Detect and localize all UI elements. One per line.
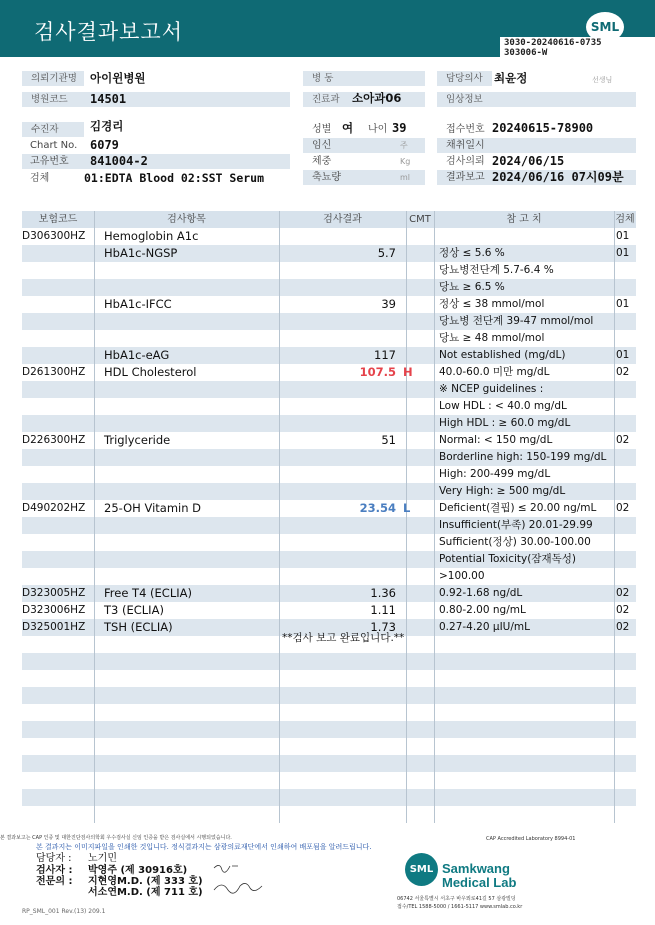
specimen-label: 검체 bbox=[30, 173, 50, 184]
cell-specimen: 01 bbox=[616, 247, 630, 259]
cell-test-name: Hemoglobin A1c bbox=[104, 229, 199, 243]
table-row bbox=[22, 772, 636, 789]
cell-test-name: 25-OH Vitamin D bbox=[104, 501, 202, 515]
weight-unit: Kg bbox=[400, 157, 411, 166]
dept-value: 소아과06 bbox=[352, 91, 402, 105]
cell-reference: Potential Toxicity(잠재독성) bbox=[439, 553, 576, 565]
request-value: 2024/06/15 bbox=[492, 154, 565, 168]
examiner-name: 박영주 (제 30916호) bbox=[88, 865, 188, 876]
cell-reference: Low HDL : < 40.0 mg/dL bbox=[439, 400, 567, 412]
weight-label: 체중 bbox=[312, 156, 332, 167]
table-row bbox=[22, 279, 636, 296]
sex-value: 여 bbox=[342, 121, 354, 135]
table-row bbox=[22, 806, 636, 823]
report-id-2: 303006-W bbox=[504, 48, 548, 58]
col-header-reference: 참 고 치 bbox=[434, 211, 614, 228]
chart-label: Chart No. bbox=[30, 140, 78, 151]
cell-result: 23.54 bbox=[359, 501, 396, 515]
cell-reference: Deficient(결핍) ≤ 20.00 ng/mL bbox=[439, 502, 597, 514]
cell-reference: 0.80-2.00 ng/mL bbox=[439, 604, 526, 616]
cell-result: 39 bbox=[381, 297, 396, 311]
cell-specimen: 02 bbox=[616, 604, 630, 616]
company-contact: 접수/TEL 1588-5000 / 1661-5117 www.smlab.co.kr bbox=[397, 904, 523, 910]
cell-reference: 정상 ≤ 5.6 % bbox=[439, 247, 505, 259]
collect-label: 채취일시 bbox=[446, 140, 485, 151]
page-title: 검사결과보고서 bbox=[34, 20, 184, 44]
cell-reference: Sufficient(정상) 30.00-100.00 bbox=[439, 536, 591, 548]
cell-reference: High: 200-499 mg/dL bbox=[439, 468, 551, 480]
cell-specimen: 02 bbox=[616, 621, 630, 633]
cell-reference: High HDL : ≥ 60.0 mg/dL bbox=[439, 417, 571, 429]
cap-note: CAP Accredited Laboratory 8994-01 bbox=[486, 836, 576, 842]
id-label: 고유번호 bbox=[30, 156, 69, 167]
cell-reference: 0.27-4.20 µIU/mL bbox=[439, 621, 530, 633]
urine-label: 축뇨량 bbox=[312, 172, 341, 183]
specialist-1: 지현영M.D. (제 333 호) bbox=[88, 876, 203, 887]
cell-reference: 당뇨병전단계 5.7-6.4 % bbox=[439, 264, 554, 276]
table-row bbox=[22, 670, 636, 687]
cell-specimen: 01 bbox=[616, 230, 630, 242]
cell-result: 117 bbox=[374, 348, 396, 362]
cell-result: 1.36 bbox=[370, 586, 396, 600]
col-header-result: 검사결과 bbox=[279, 211, 406, 228]
form-id: RP_SML_001 Rev.(13) 209.1 bbox=[22, 908, 106, 915]
cell-reference: Very High: ≥ 500 mg/dL bbox=[439, 485, 566, 497]
institution-label: 의뢰기관명 bbox=[22, 71, 84, 86]
cell-reference: 당뇨병 전단계 39-47 mmol/mol bbox=[439, 315, 594, 327]
patient-label: 수진자 bbox=[22, 122, 84, 137]
col-header-specimen: 검체 bbox=[614, 211, 636, 228]
urine-unit: ml bbox=[400, 173, 411, 182]
table-row bbox=[22, 687, 636, 704]
age-value: 39 bbox=[392, 121, 407, 135]
table-row bbox=[22, 704, 636, 721]
receipt-label: 접수번호 bbox=[446, 124, 485, 135]
sml-footer-logo: SML bbox=[405, 853, 438, 886]
cell-insurance-code: D261300HZ bbox=[22, 366, 86, 378]
cell-insurance-code: D306300HZ bbox=[22, 230, 86, 242]
id-value: 841004-2 bbox=[90, 154, 148, 168]
receipt-value: 20240615-78900 bbox=[492, 121, 594, 135]
table-row bbox=[22, 789, 636, 806]
company-address: 06742 서울특별시 서초구 바우뫼로41길 57 삼광빌딩 bbox=[397, 896, 516, 902]
cell-test-name: HbA1c-IFCC bbox=[104, 297, 172, 311]
cell-reference: ※ NCEP guidelines : bbox=[439, 383, 544, 395]
sml-logo: SML bbox=[586, 12, 624, 42]
cell-reference: Not established (mg/dL) bbox=[439, 349, 566, 361]
chart-value: 6079 bbox=[90, 138, 119, 152]
institution-value: 아이윈병원 bbox=[90, 71, 146, 85]
examiner-label: 검사자 : bbox=[36, 865, 73, 876]
cell-specimen: 02 bbox=[616, 434, 630, 446]
column-divider bbox=[406, 211, 407, 823]
signatures bbox=[210, 860, 270, 900]
column-divider bbox=[614, 211, 615, 823]
hospital-code-value: 14501 bbox=[90, 92, 127, 106]
dept-label: 진료과 bbox=[303, 92, 348, 107]
cell-reference: Normal: < 150 mg/dL bbox=[439, 434, 553, 446]
report-label: 결과보고 bbox=[446, 172, 485, 183]
ward-label: 병 동 bbox=[303, 71, 425, 86]
manager-name: 노기민 bbox=[88, 853, 117, 864]
table-row bbox=[22, 653, 636, 670]
cell-result: 51 bbox=[381, 433, 396, 447]
col-header-code: 보험코드 bbox=[22, 211, 94, 228]
report-id-1: 3030-20240616-0735 bbox=[504, 38, 602, 48]
cell-reference: 40.0-60.0 미만 mg/dL bbox=[439, 366, 550, 378]
cell-reference: Borderline high: 150-199 mg/dL bbox=[439, 451, 607, 463]
cell-specimen: 01 bbox=[616, 298, 630, 310]
cell-insurance-code: D323005HZ bbox=[22, 587, 86, 599]
column-divider bbox=[434, 211, 435, 823]
cell-flag: H bbox=[403, 365, 413, 379]
hospital-code-label: 병원코드 bbox=[22, 92, 84, 107]
pregnancy-label: 임신 bbox=[312, 140, 332, 151]
cell-insurance-code: D490202HZ bbox=[22, 502, 86, 514]
sex-label: 성별 bbox=[312, 124, 332, 135]
cell-reference: 0.92-1.68 ng/dL bbox=[439, 587, 523, 599]
cell-reference: 당뇨 ≥ 48 mmol/mol bbox=[439, 332, 545, 344]
cell-reference: 당뇨 ≥ 6.5 % bbox=[439, 281, 505, 293]
cell-test-name: Triglyceride bbox=[104, 433, 171, 447]
age-label: 나이 bbox=[368, 124, 388, 135]
cell-test-name: HbA1c-NGSP bbox=[104, 246, 178, 260]
report-end-note: **검사 보고 완료입니다.** bbox=[282, 632, 405, 644]
manager-label: 담당자 : bbox=[36, 853, 72, 864]
specialist-2: 서소연M.D. (제 711 호) bbox=[88, 887, 203, 898]
cell-result: 5.7 bbox=[377, 246, 396, 260]
cell-insurance-code: D323006HZ bbox=[22, 604, 86, 616]
cell-result: 107.5 bbox=[359, 365, 396, 379]
col-header-item: 검사항목 bbox=[94, 211, 279, 228]
cell-result: 1.11 bbox=[370, 603, 396, 617]
clinical-label: 임상정보 bbox=[437, 92, 636, 107]
table-row bbox=[22, 755, 636, 772]
cell-test-name: HDL Cholesterol bbox=[104, 365, 197, 379]
notice-text: 본 결과지는 이미지파일을 인쇄한 것입니다. 정식결과지는 삼광의료재단에서 인쇄하여 배포됨을 알려드립니다. bbox=[36, 843, 372, 851]
request-label: 검사의뢰 bbox=[446, 156, 485, 167]
cell-test-name: HbA1c-eAG bbox=[104, 348, 170, 362]
cell-reference: >100.00 bbox=[439, 570, 485, 582]
column-divider bbox=[94, 211, 95, 823]
patient-value: 김경리 bbox=[90, 119, 124, 133]
cell-specimen: 02 bbox=[616, 366, 630, 378]
doctor-suffix: 선생님 bbox=[592, 76, 613, 84]
report-value: 2024/06/16 07시09분 bbox=[492, 170, 624, 184]
cell-test-name: Free T4 (ECLIA) bbox=[104, 586, 192, 600]
pregnancy-unit: 주 bbox=[400, 141, 408, 150]
specialist-label: 전문의 : bbox=[36, 876, 73, 887]
company-name-2: Medical Lab bbox=[442, 875, 517, 890]
cell-test-name: T3 (ECLIA) bbox=[104, 603, 164, 617]
doctor-value: 최윤정 bbox=[494, 71, 528, 85]
cell-flag: L bbox=[403, 501, 411, 515]
cell-test-name: TSH (ECLIA) bbox=[104, 620, 173, 634]
cell-specimen: 02 bbox=[616, 587, 630, 599]
doctor-label: 담당의사 bbox=[437, 71, 492, 86]
cell-reference: 정상 ≤ 38 mmol/mol bbox=[439, 298, 545, 310]
table-row bbox=[22, 381, 636, 398]
cert-note: 본 결과보고는 CAP 인증 및 대한진단검사의학회 우수검사실 신임 인증을 받은 검사실에서 시행되었습니다. bbox=[0, 835, 232, 841]
cell-insurance-code: D226300HZ bbox=[22, 434, 86, 446]
specimen-value: 01:EDTA Blood 02:SST Serum bbox=[84, 171, 265, 185]
company-name-1: Samkwang bbox=[442, 861, 510, 876]
cell-result: 1.73 bbox=[370, 620, 396, 634]
table-row bbox=[22, 721, 636, 738]
table-row bbox=[22, 568, 636, 585]
cell-reference: Insufficient(부족) 20.01-29.99 bbox=[439, 519, 593, 531]
cell-insurance-code: D325001HZ bbox=[22, 621, 86, 633]
cell-specimen: 02 bbox=[616, 502, 630, 514]
col-header-cmt: CMT bbox=[406, 211, 434, 228]
table-row bbox=[22, 738, 636, 755]
cell-specimen: 01 bbox=[616, 349, 630, 361]
